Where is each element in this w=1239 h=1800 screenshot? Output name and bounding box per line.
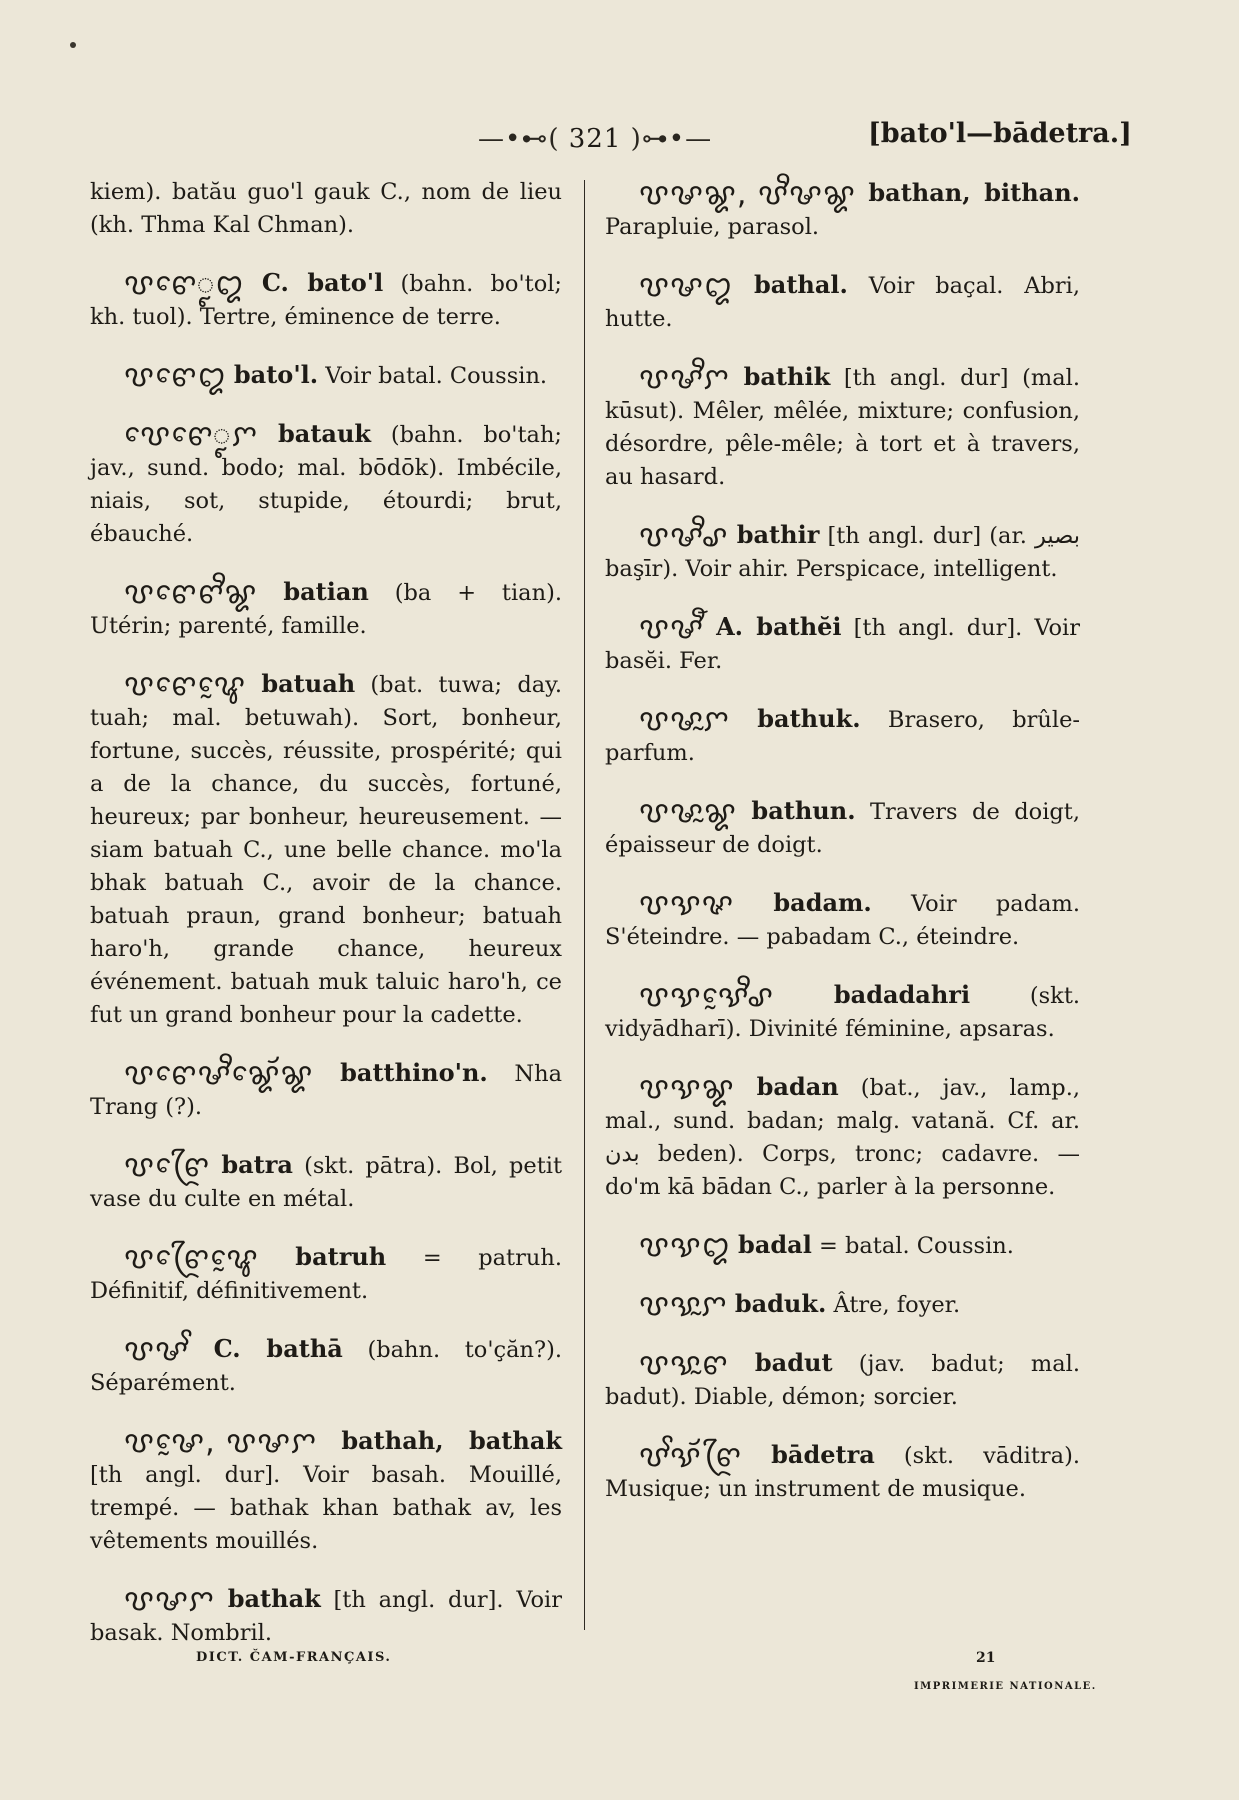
entry-definition: (jav. badut; mal. badut). Diable, démon; sorcier. bbox=[605, 1351, 1080, 1410]
entry-definition: (ba + tian). Utérin; parenté, famille. bbox=[90, 580, 563, 639]
cham-script-glyphs: ꨝꨓꨴꨯꨥꨰ bbox=[124, 1241, 259, 1276]
dictionary-entry bbox=[605, 518, 1080, 586]
entry-definition: Travers de doigt, épaisseur de doigt. bbox=[605, 799, 1080, 858]
cham-script-glyphs: ꨝꨔꨁ bbox=[639, 269, 734, 304]
headword: bathal. bbox=[753, 270, 848, 299]
dictionary-entry bbox=[605, 886, 1080, 954]
dictionary-entry bbox=[605, 1228, 1080, 1263]
entry-definition: [th angl. dur]. Voir basak. Nombril. bbox=[90, 1587, 563, 1646]
entry-definition: Brasero, brûle-parfum. bbox=[605, 707, 1081, 766]
headword: bathir bbox=[736, 520, 820, 549]
headword: batuah bbox=[261, 669, 356, 698]
entry-definition: = batal. Coussin. bbox=[818, 1233, 1014, 1259]
running-head: [bato'l—bādetra.] bbox=[868, 118, 1132, 149]
dictionary-entry bbox=[605, 978, 1080, 1046]
headword: badal bbox=[738, 1230, 812, 1259]
footer-printer: IMPRIMERIE NATIONALE. bbox=[914, 1681, 1097, 1692]
cham-script-glyphs: ꨝꨕꨟ bbox=[639, 887, 735, 922]
cham-script-glyphs: ꨝꨕꨁ bbox=[639, 1229, 731, 1264]
entry-definition: (bat., jav., lamp., mal., sund. badan; malg. vatană. Cf. ar. بدن beden). Corps, tronc; cadavre. — do'm kā bādan C., parler à la personne. bbox=[605, 1075, 1081, 1200]
entry-definition: (skt. vāditra). Musique; un instrument de musique. bbox=[605, 1443, 1080, 1502]
dictionary-entry bbox=[605, 360, 1080, 494]
cham-script-glyphs: ꨝꨔꨆ bbox=[124, 1583, 215, 1618]
cham-script-glyphs: ꨝꨩꨕꨮꨓꨴ bbox=[639, 1439, 743, 1474]
dictionary-entry bbox=[90, 358, 562, 393]
cham-script-glyphs: ꨝꨕꨭꨆ bbox=[639, 1288, 728, 1323]
entry-definition: Parapluie, parasol. bbox=[605, 214, 820, 240]
entry-definition: [th angl. dur]. Voir basĕi. Fer. bbox=[605, 615, 1081, 674]
headword: batthino'n. bbox=[340, 1058, 488, 1087]
dictionary-entry bbox=[90, 1332, 562, 1400]
ink-speck bbox=[70, 42, 76, 48]
cham-script-glyphs: ꨝꨓꨯꨓꨪꨘ bbox=[124, 576, 258, 611]
cham-script-glyphs: ꨝꨔꨬ bbox=[639, 611, 704, 646]
continuation-text: kiem). batău guo'l gauk C., nom de lieu (kh. Thma Kal Chman). bbox=[90, 179, 562, 238]
dictionary-entry bbox=[605, 1438, 1080, 1506]
headword: bathuk. bbox=[757, 704, 861, 733]
entry-definition: = patruh. Définitif, définitivement. bbox=[90, 1245, 562, 1304]
ornament-left-icon: —•⊷( bbox=[478, 124, 560, 154]
headword: bādetra bbox=[771, 1440, 875, 1469]
headword: badam. bbox=[773, 888, 872, 917]
headword: A. bathĕi bbox=[716, 612, 842, 641]
column-divider bbox=[584, 180, 585, 1630]
cham-script-glyphs: ꨝꨔꨭꨘ bbox=[639, 795, 737, 830]
cham-script-glyphs: ꨝꨕꨘ bbox=[639, 1071, 735, 1106]
dictionary-entry bbox=[90, 575, 562, 643]
headword: badut bbox=[754, 1348, 833, 1377]
entry-definition: [th angl. dur] (ar. بصير başīr). Voir ahir. Perspicace, intelligent. bbox=[605, 523, 1080, 582]
entry-definition: (bat. tuwa; day. tuah; mal. betuwah). Sort, bonheur, fortune, succès, réussite, prospérité; qui a de la chance, du succès, fortuné, heureux; par bonheur, heureusement. — siam batuah C., une belle chance. mo'la bhak batuah C., avoir de la chance. batuah praun, grand bonheur; batuah haro'h, grande chance, heureux événement. batuah muk taluic haro'h, ce fut un grand bonheur pour la cadette. bbox=[90, 672, 563, 1028]
headword: bathan, bithan. bbox=[868, 178, 1080, 207]
page-number: 321 bbox=[568, 124, 622, 154]
cham-script-glyphs: ꨝꨯꨓꨯꨵꨆ bbox=[124, 418, 259, 453]
dictionary-entry bbox=[90, 1056, 562, 1124]
cham-script-glyphs: ꨝꨕꨭꨓ bbox=[639, 1347, 729, 1382]
entry-definition: (bahn. bo'tah; jav., sund. bodo; mal. bōdōk). Imbécile, niais, sot, stupide, étourdi; brut, ébauché. bbox=[90, 422, 563, 547]
entry-definition: (skt. vidyādharī). Divinité féminine, apsaras. bbox=[605, 983, 1081, 1042]
entry-definition: (bahn. to'çăn?). Séparément. bbox=[90, 1337, 563, 1396]
left-entry-list bbox=[90, 266, 562, 1650]
entry-definition: [th angl. dur]. Voir basah. Mouillé, trempé. — bathak khan bathak av, les vêtements mouillés. bbox=[90, 1462, 562, 1554]
headword: bathah, bathak bbox=[341, 1426, 562, 1455]
headword: batauk bbox=[278, 419, 372, 448]
headword: badan bbox=[756, 1072, 839, 1101]
entry-definition: Nha Trang (?). bbox=[90, 1061, 563, 1120]
dictionary-entry bbox=[605, 176, 1080, 244]
entry-definition: Voir batal. Coussin. bbox=[325, 363, 548, 389]
cham-script-glyphs: ꨝꨔꨰ, ꨝꨔꨆ bbox=[124, 1425, 318, 1460]
headword: bathun. bbox=[751, 796, 856, 825]
headword: baduk. bbox=[734, 1289, 827, 1318]
entry-definition: (bahn. bo'tol; kh. tuol). Tertre, éminence de terre. bbox=[90, 271, 563, 330]
cham-script-glyphs: ꨝꨓꨯꨁ bbox=[124, 359, 227, 394]
cham-script-glyphs: ꨝꨔꨩ bbox=[124, 1333, 189, 1368]
headword: batian bbox=[283, 577, 369, 606]
dictionary-entry bbox=[605, 702, 1080, 770]
entry-definition: Voir baçal. Abri, hutte. bbox=[605, 273, 1081, 332]
dictionary-entry bbox=[90, 1582, 562, 1650]
cham-script-glyphs: ꨝꨕꨕꨰꨪꨣ bbox=[639, 979, 775, 1014]
footer-title: DICT. ČAM-FRANÇAIS. bbox=[196, 1650, 392, 1665]
cham-script-glyphs: ꨝꨓꨴꨯ bbox=[124, 1149, 211, 1184]
footer-sheet-number: 21 bbox=[976, 1650, 996, 1666]
dictionary-entry bbox=[605, 794, 1080, 862]
headword: batra bbox=[221, 1150, 293, 1179]
cham-script-glyphs: ꨝꨔꨪꨆ bbox=[639, 361, 730, 396]
cham-script-glyphs: ꨝꨔꨘ, ꨝꨪꨔꨘ bbox=[639, 177, 856, 212]
page-number-header bbox=[478, 124, 712, 154]
entry-definition: [th angl. dur] (mal. kūsut). Mêler, mêlée, mixture; confusion, désordre, pêle-mêle; à tort et à travers, au hasard. bbox=[605, 365, 1081, 490]
entry-definition: (skt. pātra). Bol, petit vase du culte en métal. bbox=[90, 1153, 563, 1212]
headword: batruh bbox=[295, 1242, 387, 1271]
headword: bathak bbox=[227, 1584, 321, 1613]
cham-script-glyphs: ꨝꨓꨯꨥꨰ bbox=[124, 668, 247, 703]
dictionary-entry bbox=[605, 268, 1080, 336]
dictionary-entry bbox=[90, 667, 562, 1032]
headword: bathik bbox=[743, 362, 831, 391]
cham-script-glyphs: ꨝꨔꨭꨆ bbox=[639, 703, 730, 738]
headword: C. bato'l bbox=[261, 268, 384, 297]
left-column bbox=[90, 176, 562, 1674]
cham-script-glyphs: ꨝꨓꨯꨔꨪꨘꨯꨮꨘ bbox=[124, 1057, 314, 1092]
headword: bato'l. bbox=[233, 360, 319, 389]
headword: C. bathā bbox=[213, 1334, 343, 1363]
right-entry-list bbox=[605, 176, 1080, 1506]
entry-definition: Voir padam. S'éteindre. — pabadam C., éteindre. bbox=[605, 891, 1081, 950]
dictionary-entry bbox=[90, 1240, 562, 1308]
dictionary-entry bbox=[90, 1424, 562, 1558]
cham-script-glyphs: ꨝꨔꨪꨣ bbox=[639, 519, 729, 554]
dictionary-entry bbox=[605, 1070, 1080, 1204]
dictionary-entry bbox=[90, 417, 562, 551]
ornament-right-icon: )⊶•— bbox=[630, 124, 713, 154]
dictionary-entry bbox=[605, 610, 1080, 678]
dictionary-entry bbox=[90, 266, 562, 334]
dictionary-entry bbox=[605, 1287, 1080, 1322]
dictionary-entry bbox=[90, 1148, 562, 1216]
right-column bbox=[605, 176, 1080, 1530]
entry-definition: Âtre, foyer. bbox=[833, 1292, 961, 1318]
cham-script-glyphs: ꨝꨓꨯꨵꨁ bbox=[124, 267, 245, 302]
dictionary-entry bbox=[605, 1346, 1080, 1414]
headword: badadahri bbox=[833, 980, 971, 1009]
